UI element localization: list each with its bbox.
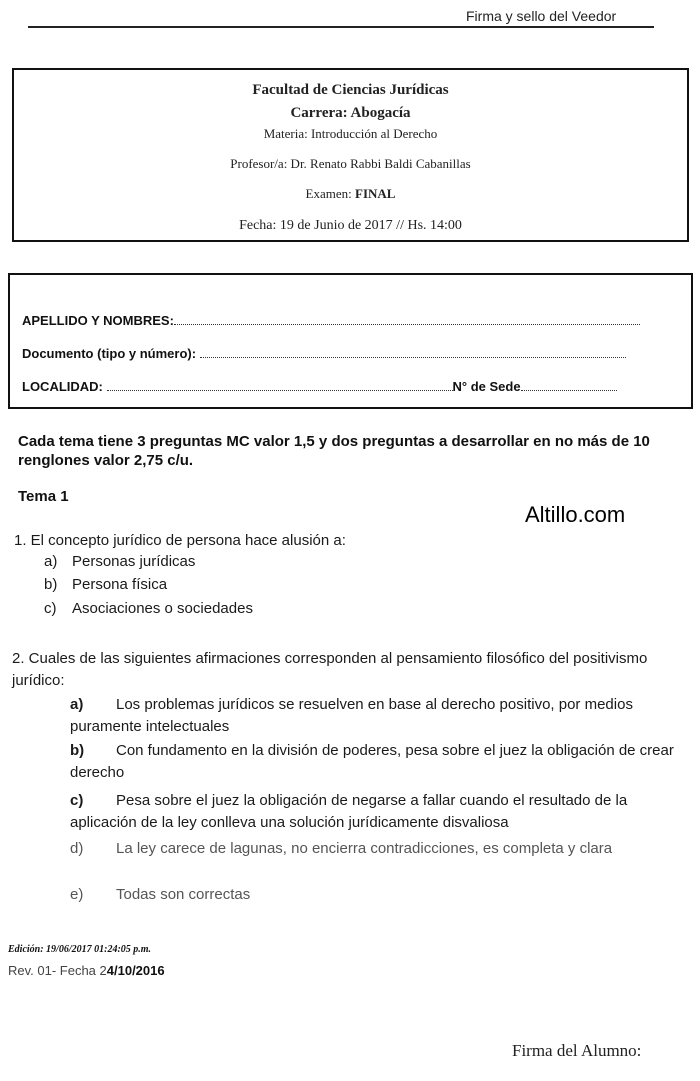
revision-prefix: Rev. 01- Fecha 2 [8, 963, 107, 978]
faculty-name: Facultad de Ciencias Jurídicas [252, 82, 449, 98]
revision-date: 4/10/2016 [106, 963, 165, 978]
question-2-option-d[interactable]: d) La ley carece de lagunas, no encierra contradicciones, es completa y clara [70, 840, 613, 857]
question-2: 2. Cuales de las siguientes afirmaciones corresponden al pensamiento filosófico del positivismo jurídico: [12, 650, 648, 689]
question-2-option-e[interactable]: e) Todas son correctas [70, 886, 251, 903]
exam-type-value: FINAL [355, 186, 396, 201]
student-signature-label: Firma del Alumno: [512, 1041, 642, 1060]
exam-date: Fecha: 19 de Junio de 2017 // Hs. 14:00 [239, 218, 462, 233]
revision-info [8, 963, 165, 978]
sede-label: N° de Sede [452, 379, 521, 394]
subject-name: Materia: Introducción al Derecho [263, 126, 438, 141]
exam-header-box [12, 68, 689, 242]
exam-prefix: Examen: [305, 186, 352, 201]
locality-row [22, 379, 617, 394]
question-1-option-a[interactable]: a) Personas jurídicas [44, 553, 196, 570]
exam-type [14, 186, 687, 202]
document-label: Documento (tipo y número): [22, 346, 197, 361]
student-info-box [8, 273, 693, 409]
tema-title: Tema 1 [18, 488, 69, 505]
locality-field-line[interactable] [107, 380, 453, 391]
signature-line [28, 26, 654, 28]
question-2-option-a[interactable]: a) Los problemas jurídicos se resuelven en base al derecho positivo, por medios puramente intelectuales [70, 696, 633, 735]
career-name: Carrera: Abogacía [290, 105, 411, 121]
name-label: APELLIDO Y NOMBRES: [22, 313, 174, 328]
professor-name: Profesor/a: Dr. Renato Rabbi Baldi Cabanillas [230, 156, 471, 171]
locality-label: LOCALIDAD: [22, 379, 103, 394]
question-2-option-c[interactable]: c) Pesa sobre el juez la obligación de negarse a fallar cuando el resultado de la aplicación de la ley conlleva una solución jurídicamente disvaliosa [70, 792, 628, 831]
question-1: 1. El concepto jurídico de persona hace alusión a: [14, 532, 346, 549]
question-2-option-b[interactable]: b) Con fundamento en la división de poderes, pesa sobre el juez la obligación de crear derecho [70, 742, 674, 781]
name-field-line[interactable] [174, 314, 640, 325]
watermark-text: Altillo.com [525, 502, 626, 527]
edition-timestamp: Edición: 19/06/2017 01:24:05 p.m. [8, 944, 152, 955]
document-field-line[interactable] [200, 347, 626, 358]
instructions-text: Cada tema tiene 3 preguntas MC valor 1,5 y dos preguntas a desarrollar en no más de 10 renglones valor 2,75 c/u. [18, 433, 650, 469]
veedor-signature-label: Firma y sello del Veedor [466, 8, 617, 24]
sede-field-line[interactable] [521, 380, 617, 391]
name-row [22, 313, 640, 328]
document-row [22, 346, 626, 361]
question-1-option-b[interactable]: b) Persona física [44, 576, 168, 593]
question-1-option-c[interactable]: c) Asociaciones o sociedades [44, 600, 253, 617]
